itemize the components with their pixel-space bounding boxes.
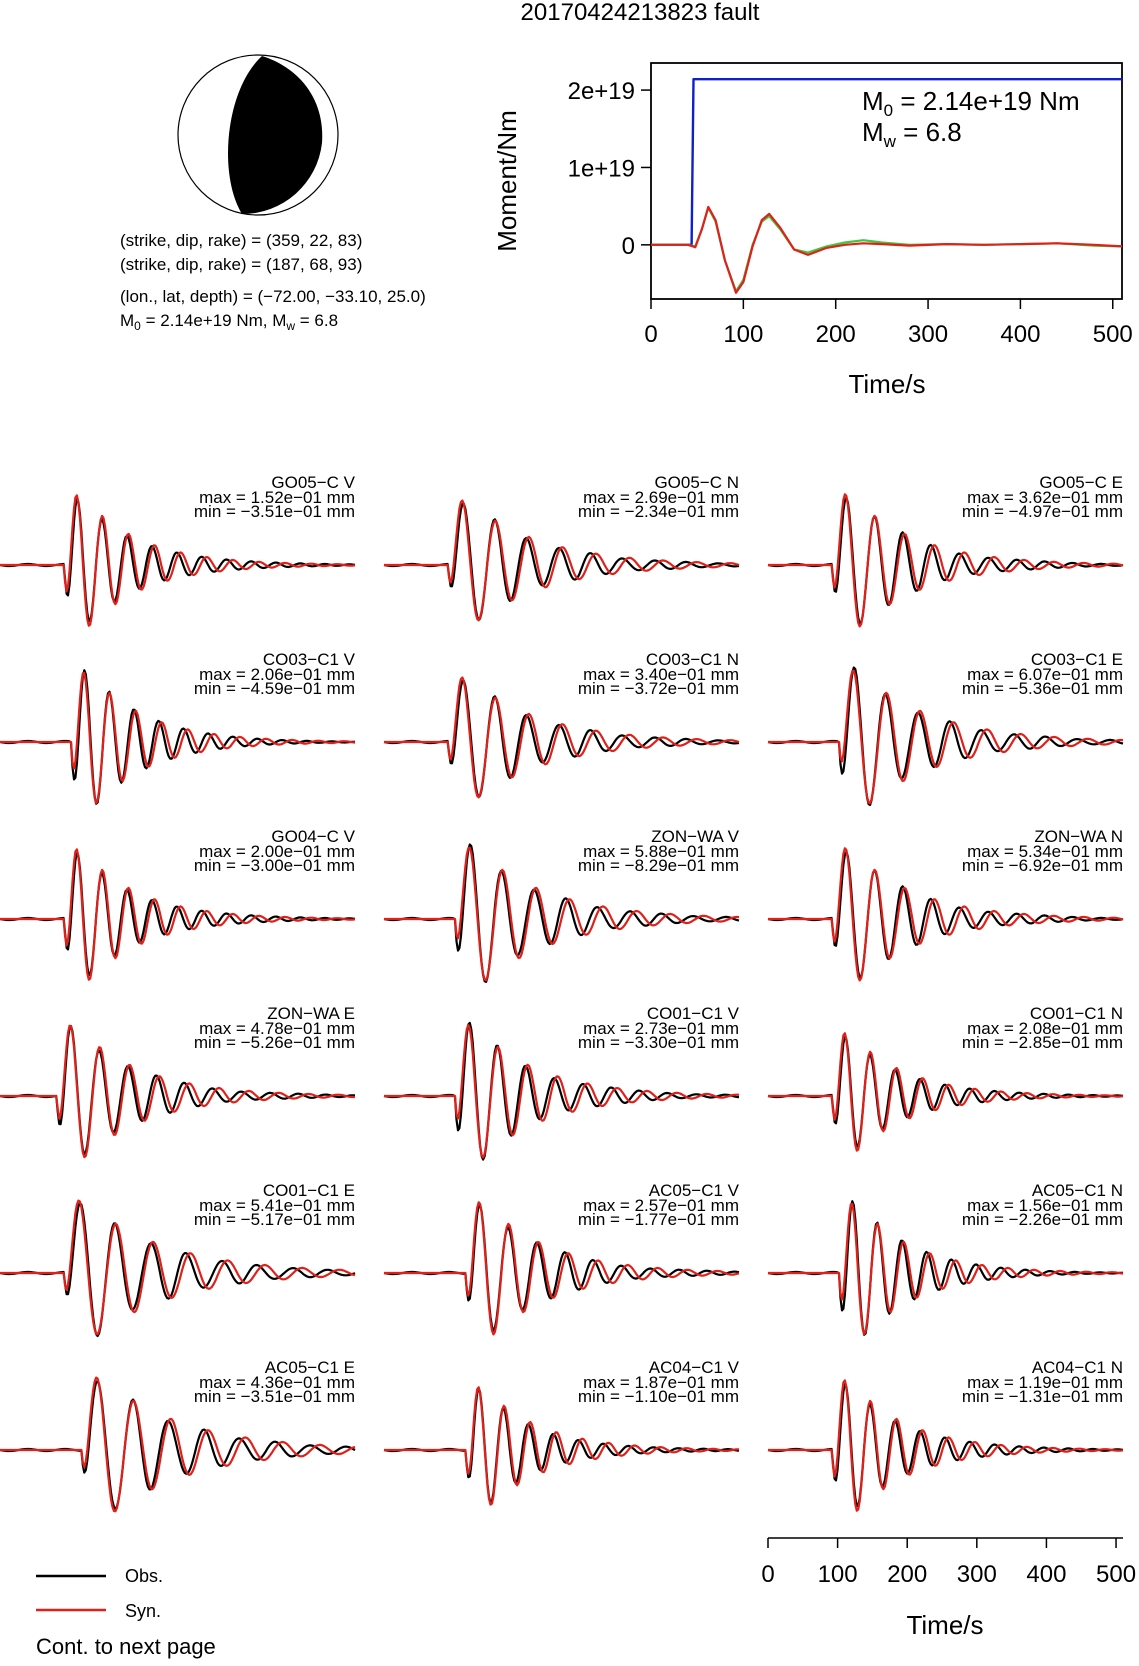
trace-min-label: min = −8.29e−01 mm [577, 856, 739, 875]
moment-x-axis-label: Time/s [848, 369, 926, 399]
moment-series-line-3 [651, 207, 1122, 293]
trace-min-label: min = −3.51e−01 mm [193, 1387, 355, 1406]
trace-panel [0, 1181, 355, 1336]
moment-subscript: 0 [134, 319, 141, 333]
waveform-x-tick-label: 100 [817, 1561, 858, 1588]
trace-panel [768, 827, 1123, 980]
mw-value: = 6.8 [295, 311, 339, 330]
trace-panel [0, 1004, 355, 1157]
moment-x-tick-label: 400 [1000, 321, 1041, 348]
trace-max-label: max = 2.57e−01 mm [583, 1196, 739, 1215]
moment-y-tick-label: 0 [621, 232, 635, 260]
annotation-mw-value: = 6.8 [895, 117, 962, 147]
mechanism-moment [120, 311, 338, 333]
trace-max-label: max = 1.19e−01 mm [967, 1373, 1123, 1392]
mw-subscript: w [286, 319, 296, 333]
trace-observed-line [768, 1037, 1123, 1146]
trace-max-label: max = 1.56e−01 mm [967, 1196, 1123, 1215]
mechanism-location: (lon., lat, depth) = (−72.00, −33.10, 25.0) [120, 287, 426, 306]
waveform-x-axis-label: Time/s [906, 1610, 984, 1640]
waveform-x-tick-label: 400 [1026, 1561, 1067, 1588]
mechanism-plane1: (strike, dip, rake) = (359, 22, 83) [120, 231, 363, 250]
trace-max-label: max = 1.87e−01 mm [583, 1373, 739, 1392]
trace-max-label: max = 5.41e−01 mm [199, 1196, 355, 1215]
trace-station-label: GO05−C V [271, 473, 355, 492]
trace-max-label: max = 3.62e−01 mm [967, 488, 1123, 507]
moment-y-axis [568, 78, 651, 260]
trace-min-label: min = −1.10e−01 mm [577, 1387, 739, 1406]
trace-min-label: min = −5.36e−01 mm [961, 679, 1123, 698]
trace-max-label: max = 4.36e−01 mm [199, 1373, 355, 1392]
trace-min-label: min = −3.72e−01 mm [577, 679, 739, 698]
waveform-x-tick-label: 300 [956, 1561, 997, 1588]
trace-panel [768, 473, 1123, 626]
trace-station-label: CO01−C1 V [646, 1004, 739, 1023]
trace-panel [768, 650, 1123, 805]
annotation-mw-subscript: w [883, 132, 896, 151]
trace-max-label: max = 2.73e−01 mm [583, 1019, 739, 1038]
trace-max-label: max = 1.52e−01 mm [199, 488, 355, 507]
trace-min-label: min = −5.17e−01 mm [193, 1210, 355, 1229]
moment-x-tick-label: 0 [644, 321, 658, 348]
trace-station-label: ZON−WA N [1034, 827, 1123, 846]
trace-max-label: max = 3.40e−01 mm [583, 665, 739, 684]
trace-min-label: min = −5.26e−01 mm [193, 1033, 355, 1052]
trace-min-label: min = −1.31e−01 mm [961, 1387, 1123, 1406]
trace-panel [384, 1358, 740, 1505]
annotation-mw-symbol: M [862, 117, 884, 147]
annotation-m0-symbol: M [862, 86, 884, 116]
trace-station-label: CO01−C1 E [262, 1181, 355, 1200]
trace-station-label: ZON−WA V [651, 827, 739, 846]
trace-panel [384, 650, 739, 797]
trace-observed-line [384, 681, 739, 797]
legend-obs-label: Obs. [125, 1566, 164, 1586]
trace-min-label: min = −3.51e−01 mm [193, 502, 355, 521]
trace-station-label: GO05−C N [654, 473, 739, 492]
trace-min-label: min = −3.30e−01 mm [577, 1033, 739, 1052]
trace-max-label: max = 5.88e−01 mm [583, 842, 739, 861]
trace-panel [384, 827, 740, 982]
moment-x-tick-label: 100 [723, 321, 764, 348]
trace-panel [0, 650, 356, 804]
moment-annotation-mw [862, 117, 962, 151]
trace-max-label: max = 6.07e−01 mm [967, 665, 1123, 684]
trace-observed-line [384, 504, 739, 620]
trace-panel [0, 1358, 355, 1511]
trace-min-label: min = −2.34e−01 mm [577, 502, 739, 521]
trace-panel [768, 1358, 1123, 1511]
trace-min-label: min = −1.77e−01 mm [577, 1210, 739, 1229]
trace-panel [0, 473, 356, 626]
trace-station-label: CO03−C1 V [262, 650, 355, 669]
moment-annotation-m0 [862, 86, 1080, 120]
trace-station-label: AC05−C1 N [1031, 1181, 1123, 1200]
moment-x-tick-label: 500 [1092, 321, 1133, 348]
moment-x-tick-label: 300 [908, 321, 949, 348]
continuation-note: Cont. to next page [36, 1634, 216, 1659]
trace-station-label: AC04−C1 V [648, 1358, 739, 1377]
trace-min-label: min = −2.85e−01 mm [961, 1033, 1123, 1052]
trace-max-label: max = 5.34e−01 mm [967, 842, 1123, 861]
moment-y-tick-label: 2e+19 [567, 78, 635, 106]
trace-panel [0, 827, 356, 980]
waveform-x-tick-label: 0 [761, 1561, 775, 1588]
figure-title: 20170424213823 fault [520, 0, 760, 26]
trace-station-label: AC05−C1 E [264, 1358, 355, 1377]
trace-station-label: ZON−WA E [267, 1004, 355, 1023]
trace-panel [768, 1181, 1123, 1335]
moment-x-tick-label: 200 [815, 321, 856, 348]
trace-panel [384, 1181, 740, 1334]
trace-panel [768, 1004, 1123, 1151]
trace-min-label: min = −3.00e−01 mm [193, 856, 355, 875]
trace-station-label: CO03−C1 E [1030, 650, 1123, 669]
waveform-x-axis [761, 1538, 1136, 1588]
moment-symbol: M [120, 311, 135, 330]
waveform-x-tick-label: 500 [1096, 1561, 1137, 1588]
trace-panel [384, 473, 739, 620]
trace-panel [384, 1004, 740, 1160]
mechanism-plane2: (strike, dip, rake) = (187, 68, 93) [120, 255, 363, 274]
annotation-m0-subscript: 0 [883, 101, 894, 120]
trace-max-label: max = 2.06e−01 mm [199, 665, 355, 684]
moment-x-axis [644, 299, 1132, 348]
waveform-grid [0, 473, 1123, 1511]
beachball [178, 55, 338, 215]
trace-min-label: min = −2.26e−01 mm [961, 1210, 1123, 1229]
annotation-m0-value: = 2.14e+19 Nm [893, 86, 1080, 116]
trace-min-label: min = −4.97e−01 mm [961, 502, 1123, 521]
moment-function-panel [492, 63, 1133, 399]
moment-y-axis-label: Moment/Nm [492, 110, 522, 252]
trace-max-label: max = 2.08e−01 mm [967, 1019, 1123, 1038]
trace-max-label: max = 4.78e−01 mm [199, 1019, 355, 1038]
moment-value: = 2.14e+19 Nm, M [140, 311, 287, 330]
legend [36, 1566, 163, 1621]
trace-station-label: GO05−C E [1039, 473, 1123, 492]
trace-min-label: min = −6.92e−01 mm [961, 856, 1123, 875]
moment-y-tick-label: 1e+19 [567, 155, 635, 183]
trace-station-label: GO04−C V [271, 827, 355, 846]
trace-station-label: AC04−C1 N [1031, 1358, 1123, 1377]
trace-max-label: max = 2.00e−01 mm [199, 842, 355, 861]
trace-station-label: CO01−C1 N [1029, 1004, 1123, 1023]
legend-syn-label: Syn. [125, 1601, 162, 1621]
trace-station-label: AC05−C1 V [648, 1181, 739, 1200]
trace-station-label: CO03−C1 N [645, 650, 739, 669]
waveform-x-tick-label: 200 [887, 1561, 928, 1588]
trace-min-label: min = −4.59e−01 mm [193, 679, 355, 698]
trace-max-label: max = 2.69e−01 mm [583, 488, 739, 507]
